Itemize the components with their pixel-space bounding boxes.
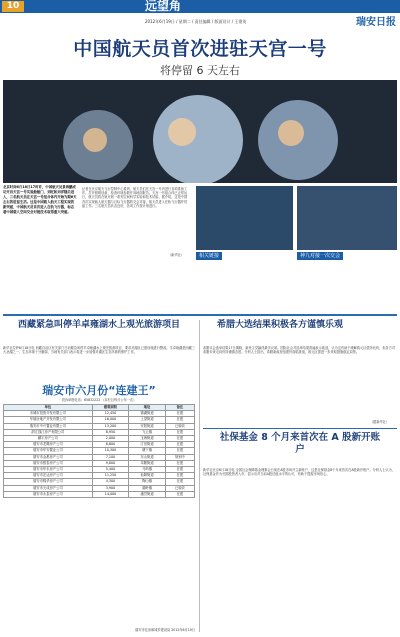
table-cell: 上望街道 bbox=[129, 417, 166, 423]
schedule-footer: 瑞安市住房和城乡建设局 2012年6月19日 bbox=[135, 628, 195, 632]
lead-subheadline: 将停留 6 天左右 bbox=[160, 64, 240, 77]
table-cell: 瑞安市银泰房产公司 bbox=[4, 460, 93, 466]
photo-caption-1: 相关链接 bbox=[196, 252, 222, 260]
table-cell: 塘下镇 bbox=[129, 448, 166, 454]
table-cell: 瑞安市华安置业公司 bbox=[4, 448, 93, 454]
table-cell: 安阳街道 bbox=[129, 423, 166, 429]
header-bar bbox=[0, 0, 400, 13]
article-social-body: 新华社北京6月18日电 全国社会保障基金理事会日前在A股市场开立新账户，这是社保基金8个月来首次在A股新开账户。分析人士认为，社保基金作为长期投资者入市，显示出对当前A股估值水平的认可，有助于提振市场信心。 bbox=[203, 468, 395, 477]
lead-photo bbox=[3, 80, 397, 183]
table-cell: 瑞安市龙腾房产公司 bbox=[4, 442, 93, 448]
col-header-area: 建筑面积 bbox=[92, 405, 129, 411]
section-divider bbox=[3, 314, 397, 316]
page-number: 10 bbox=[2, 1, 24, 12]
table-cell: 瑞安市金都房产公司 bbox=[4, 454, 93, 460]
table-cell: 11,250 bbox=[92, 473, 129, 479]
table-cell: 已验收 bbox=[165, 485, 194, 491]
table-cell: 3,900 bbox=[92, 485, 129, 491]
table-cell: 已验收 bbox=[165, 423, 194, 429]
table-cell: 湖岭镇 bbox=[129, 485, 166, 491]
table-cell: 潘岱街道 bbox=[129, 491, 166, 497]
article-greece-title: 希腊大选结果积极各方谨慎乐观 bbox=[216, 320, 343, 330]
table-cell: 瑞安市华东房产公司 bbox=[4, 467, 93, 473]
table-cell: 锦湖街道 bbox=[129, 411, 166, 417]
table-cell: 瑞安市天成房产公司 bbox=[4, 485, 93, 491]
table-cell: 在建 bbox=[165, 479, 194, 485]
photo-caption-2: 神九对接一次交会 bbox=[297, 252, 343, 260]
table-cell: 10,300 bbox=[92, 448, 129, 454]
table-cell: 东山街道 bbox=[129, 454, 166, 460]
table-cell: 飞云镇 bbox=[129, 429, 166, 435]
article-westlake-title: 西藏紧急叫停羊卓雍湖水上观光旅游项目 bbox=[17, 320, 180, 330]
table-cell: 在建 bbox=[165, 491, 194, 497]
table-cell: 鹏宇房产公司 bbox=[4, 436, 93, 442]
table-cell: 在建 bbox=[165, 417, 194, 423]
table-cell: 浙江钱江房产有限公司 bbox=[4, 429, 93, 435]
lead-byline: （新华社） bbox=[168, 253, 184, 257]
side-photo-1 bbox=[196, 186, 293, 250]
schedule-title: 瑞安市六月份“连建王” bbox=[42, 384, 156, 397]
schedule-note: 投诉举报电话：65832222 （本栏目每月公布一次） bbox=[61, 398, 137, 402]
table-cell: 华瑞房地产开发有限公司 bbox=[4, 417, 93, 423]
table-cell: 市城市投资开发有限公司 bbox=[4, 411, 93, 417]
table-cell: 12,450 bbox=[92, 411, 129, 417]
article-greece-body: 希腊议会选举结果17日揭晓，新民主党赢得最多议席。国际社会对选举结果普遍表示欢迎，认为这有助于缓解欧元区债务危机，但各方对希腊未来走向仍持谨慎态度。分析人士指出，希腊新政府组建仍面临挑战，欧元区需进一步采取措施稳定局势。 bbox=[203, 346, 396, 355]
table-cell: 玉海街道 bbox=[129, 436, 166, 442]
table-cell: 14,000 bbox=[92, 491, 129, 497]
column-divider bbox=[199, 320, 200, 632]
table-cell: 瑞安市中兴置业有限公司 bbox=[4, 423, 93, 429]
table-cell: 瑞安市宏达房产公司 bbox=[4, 473, 93, 479]
table-cell: 在建 bbox=[165, 411, 194, 417]
article-westlake-body: 新华社拉萨6月18日电 西藏自治区有关部门日前紧急叫停羊卓雍湖水上观光旅游项目，要求对湖区已建设施进行整改。羊卓雍湖是西藏三大圣湖之一，生态环境十分脆弱，当地有关部门表示将进一步加强对湖区生态环境的保护工作。 bbox=[3, 346, 195, 355]
table-cell: 仙降街道 bbox=[129, 473, 166, 479]
table-cell: 8,950 bbox=[92, 429, 129, 435]
table-cell: 5,400 bbox=[92, 467, 129, 473]
table-row bbox=[4, 491, 195, 497]
newspaper-brand: 瑞安日报 bbox=[356, 17, 396, 28]
col-header-address: 地址 bbox=[129, 405, 166, 411]
table-cell: 在建 bbox=[165, 448, 194, 454]
table-cell: 瑞安市永泰房产公司 bbox=[4, 491, 93, 497]
table-cell: 陶山镇 bbox=[129, 479, 166, 485]
schedule-table bbox=[3, 404, 195, 498]
table-cell: 7,100 bbox=[92, 454, 129, 460]
lead-body: 记者在北京航天飞行控制中心看到，航天员们在天宫一号内进行各项准备工作，打开照明设备，检查环境参数并向地面报告。天宫一号组合体已正常运行，航天员将在轨开展一系列空间科学实验和技术试验。据介绍，这是中国首次实现载人航天器与目标飞行器的交会对接，航天员进入在轨飞行器并驻留工作。三名航天员状态良好，各项工作按计划进行。 bbox=[82, 187, 188, 208]
table-cell: 瑞安市锦华房产公司 bbox=[4, 479, 93, 485]
dateline: 2012年6月19日 / 星期二 / 责任编辑 / 版面设计 / 王建英 bbox=[145, 19, 247, 24]
table-cell: 在建 bbox=[165, 467, 194, 473]
table-cell: 在建 bbox=[165, 436, 194, 442]
table-cell: 在建 bbox=[165, 460, 194, 466]
table-cell: 16,000 bbox=[92, 417, 129, 423]
table-cell: 9,800 bbox=[92, 460, 129, 466]
table-cell: 在建 bbox=[165, 429, 194, 435]
table-cell: 莘塍街道 bbox=[129, 460, 166, 466]
article-divider bbox=[203, 428, 397, 429]
lead-lede: 北京时间6月18日17时许，中国航天员景海鹏成功开启天宫一号实验舱舱门，刘旺和刘洋随后进入，三名航天员在天宫一号组合体内开始为期6天左右的驻留生活。这是中国载人航天工程实现的新突破，中国航天员首次进入在轨飞行器，标志着中国载人空间交会对接技术取得重大突破。 bbox=[3, 185, 77, 214]
section-title: 远望角 bbox=[145, 0, 182, 13]
side-photo-2 bbox=[297, 186, 397, 250]
article-social-title: 社保基金 8 个月来首次在 A 股新开账户 bbox=[219, 432, 381, 455]
article-greece-byline: （据新华社） bbox=[370, 420, 390, 424]
table-cell: 2,000 bbox=[92, 436, 129, 442]
table-cell: 马屿镇 bbox=[129, 467, 166, 473]
col-header-note: 备注 bbox=[165, 405, 194, 411]
table-cell: 4,300 bbox=[92, 479, 129, 485]
table-cell: 规划中 bbox=[165, 454, 194, 460]
table-cell: 在建 bbox=[165, 473, 194, 479]
table-cell: 6,600 bbox=[92, 442, 129, 448]
col-header-unit: 单位 bbox=[4, 405, 93, 411]
table-cell: 在建 bbox=[165, 442, 194, 448]
lead-headline: 中国航天员首次进驻天宫一号 bbox=[73, 38, 327, 60]
table-cell: 汀田街道 bbox=[129, 442, 166, 448]
table-cell: 13,200 bbox=[92, 423, 129, 429]
